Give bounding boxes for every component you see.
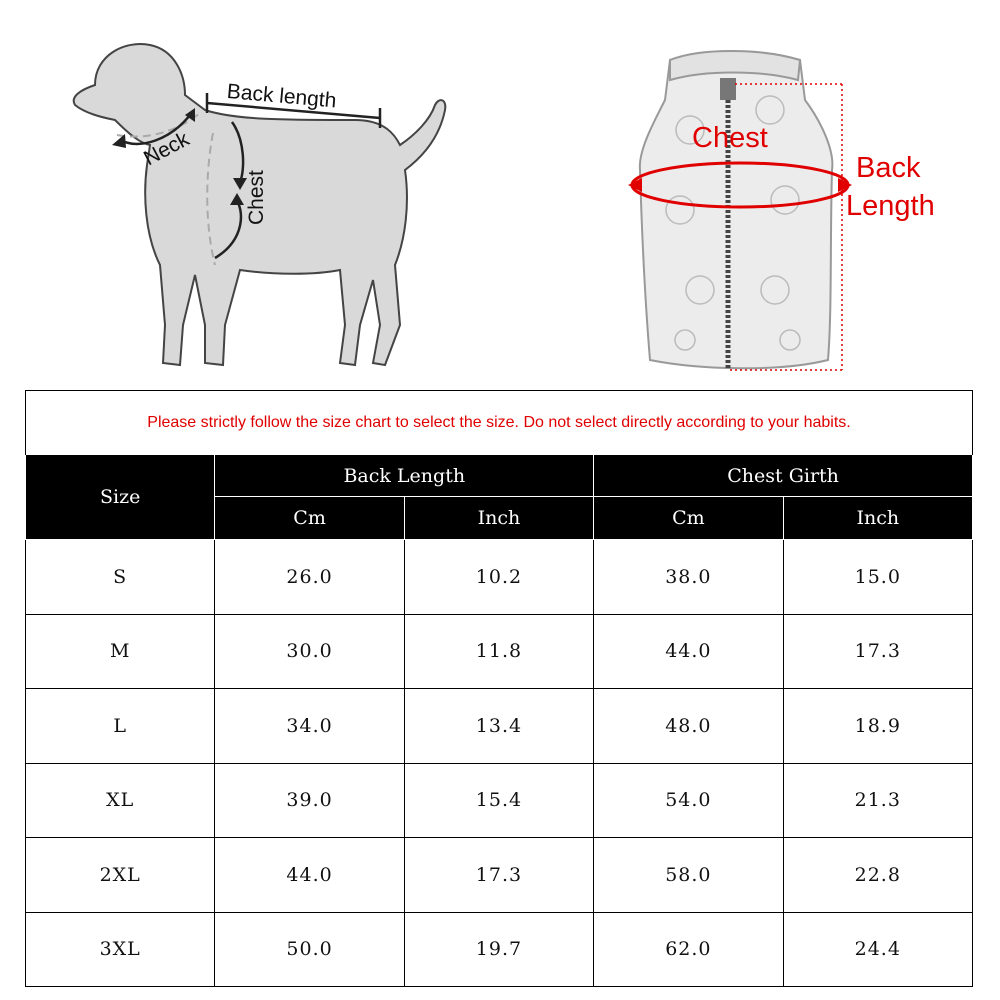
- value-cell: 54.0: [594, 763, 783, 838]
- vest-back-label-line1: Back: [856, 152, 921, 184]
- value-cell: 13.4: [404, 689, 593, 764]
- dog-arrows: [0, 0, 460, 380]
- value-cell: 21.3: [783, 763, 972, 838]
- value-cell: 15.4: [404, 763, 593, 838]
- size-notice: Please strictly follow the size chart to select the size. Do not select directly according to your habits.: [26, 391, 973, 455]
- size-cell: L: [26, 689, 215, 764]
- value-cell: 44.0: [594, 614, 783, 689]
- value-cell: 11.8: [404, 614, 593, 689]
- value-cell: 18.9: [783, 689, 972, 764]
- value-cell: 48.0: [594, 689, 783, 764]
- value-cell: 19.7: [404, 912, 593, 987]
- chest-label: Chest: [245, 170, 268, 225]
- vest-back-label-line2: Length: [846, 190, 935, 222]
- notice-row: [26, 391, 973, 455]
- value-cell: 22.8: [783, 838, 972, 913]
- value-cell: 58.0: [594, 838, 783, 913]
- unit-header: Inch: [783, 497, 972, 540]
- size-cell: 3XL: [26, 912, 215, 987]
- size-cell: XL: [26, 763, 215, 838]
- chest-girth-header: Chest Girth: [594, 455, 973, 497]
- measurement-diagram: [0, 0, 1000, 380]
- size-header: Size: [26, 455, 215, 540]
- value-cell: 15.0: [783, 540, 972, 615]
- size-cell: S: [26, 540, 215, 615]
- neck-label: Neck: [140, 127, 194, 171]
- value-cell: 17.3: [404, 838, 593, 913]
- table-row: [26, 763, 973, 838]
- value-cell: 24.4: [783, 912, 972, 987]
- back-length-label: Back length: [225, 80, 338, 113]
- table-row: [26, 912, 973, 987]
- size-chart-table: [25, 390, 973, 987]
- value-cell: 38.0: [594, 540, 783, 615]
- value-cell: 17.3: [783, 614, 972, 689]
- table-row: [26, 689, 973, 764]
- value-cell: 30.0: [215, 614, 404, 689]
- unit-header: Cm: [215, 497, 404, 540]
- back-length-header: Back Length: [215, 455, 594, 497]
- size-cell: M: [26, 614, 215, 689]
- value-cell: 34.0: [215, 689, 404, 764]
- table-row: [26, 614, 973, 689]
- table-row: [26, 838, 973, 913]
- value-cell: 50.0: [215, 912, 404, 987]
- size-cell: 2XL: [26, 838, 215, 913]
- vest-chest-label: Chest: [692, 122, 768, 154]
- table-header-row: [26, 455, 973, 497]
- unit-header: Cm: [594, 497, 783, 540]
- value-cell: 44.0: [215, 838, 404, 913]
- value-cell: 62.0: [594, 912, 783, 987]
- value-cell: 10.2: [404, 540, 593, 615]
- value-cell: 26.0: [215, 540, 404, 615]
- unit-header: Inch: [404, 497, 593, 540]
- table-row: [26, 540, 973, 615]
- value-cell: 39.0: [215, 763, 404, 838]
